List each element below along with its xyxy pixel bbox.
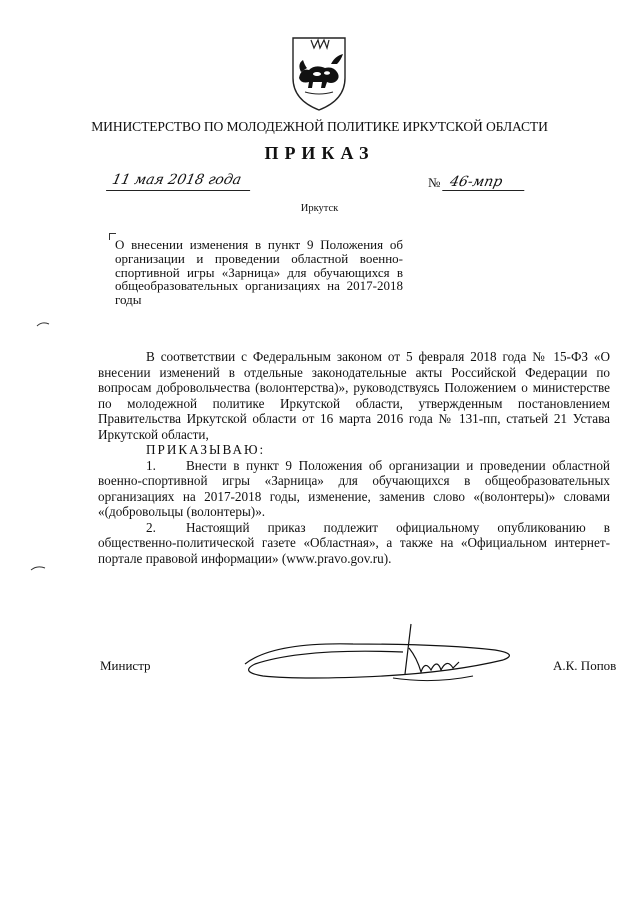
- signatory-name: А.К. Попов: [553, 658, 617, 673]
- item-text: Внести в пункт 9 Положения об организации и проведении областной военно-спортивной игры «Зарница» для обучающихся в общеобразовательных организациях на 2017-2018 годы, изменение, заменив слово «(волонтеры)» словами «(добровольцы (волонтеры)».: [98, 457, 610, 519]
- signatory-role: Министр: [100, 658, 151, 673]
- document-number: [428, 174, 526, 191]
- item-number: 1.: [146, 457, 156, 473]
- handwritten-number: 46-мпр: [442, 174, 528, 191]
- order-item: [98, 520, 610, 567]
- document-title: ПРИКАЗ: [264, 143, 375, 163]
- ministry-name: МИНИСТЕРСТВО ПО МОЛОДЕЖНОЙ ПОЛИТИКЕ ИРКУТСКОЙ ОБЛАСТИ: [91, 119, 548, 134]
- preamble-paragraph: В соответствии с Федеральным законом от 5 февраля 2018 года № 15-ФЗ «О внесении изменений в отдельные законодательные акты Российской Федерации по вопросам добровольчества (волонтерства)», руководствуясь Положением о министерстве по молодежной политике Иркутской области, утвержденным постановлением Правительства Иркутской области от 16 марта 2016 года № 131-пп, статьей 21 Устава Иркутской области,: [98, 349, 610, 442]
- handwritten-signature: [233, 618, 523, 696]
- item-text: Настоящий приказ подлежит официальному опубликованию в общественно-политической газете «Областная», а также на «Официальном интернет-портале правовой информации» (www.pravo.gov.ru).: [98, 519, 610, 566]
- handwritten-date: 11 мая 2018 года: [106, 172, 254, 191]
- margin-mark: [30, 564, 46, 572]
- number-sign: №: [428, 175, 441, 190]
- margin-mark: [36, 320, 50, 328]
- irkutsk-coat-of-arms-icon: [287, 34, 351, 114]
- order-item: [98, 458, 610, 520]
- document-subject: О внесении изменения в пункт 9 Положения об организации и проведении областной военно-спортивной игры «Зарница» для обучающихся в общеобразовательных организациях на 2017-2018 годы: [115, 237, 403, 308]
- order-word: ПРИКАЗЫВАЮ:: [146, 442, 266, 457]
- document-body: [98, 349, 610, 566]
- city: Иркутск: [300, 203, 339, 214]
- item-number: 2.: [146, 519, 156, 535]
